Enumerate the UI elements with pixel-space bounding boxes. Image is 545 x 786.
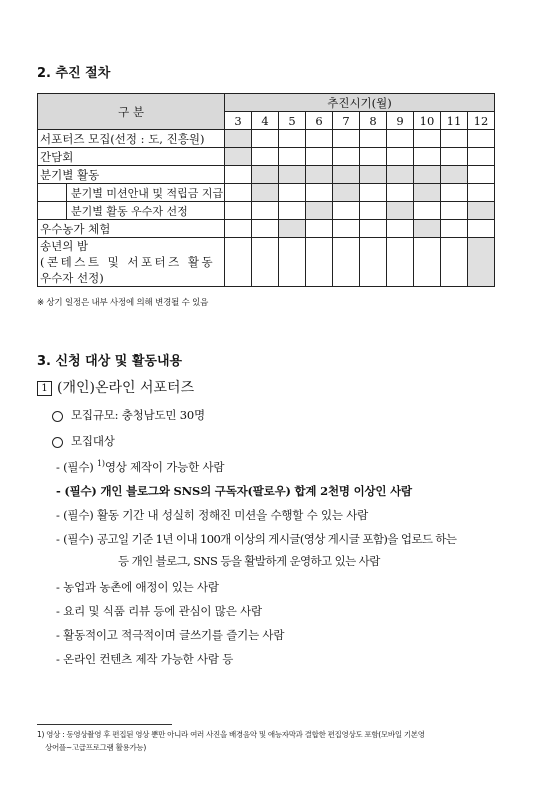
schedule-cell <box>387 238 414 287</box>
row-label: 간담회 <box>38 148 225 166</box>
category-header: 구 분 <box>38 94 225 130</box>
schedule-cell <box>387 130 414 148</box>
item-prefix: - (필수) <box>56 532 97 546</box>
item-text: 활동 기간 내 성실히 정해진 미션을 수행할 수 있는 사람 <box>97 508 369 522</box>
schedule-cell <box>414 202 441 220</box>
indent-cell <box>38 202 67 220</box>
schedule-cell-active <box>387 166 414 184</box>
schedule-cell-active <box>414 166 441 184</box>
target-item <box>56 603 262 619</box>
schedule-table <box>37 93 495 287</box>
circle-bullet-icon <box>52 437 63 448</box>
schedule-cell <box>306 148 333 166</box>
schedule-cell-active <box>279 220 306 238</box>
schedule-cell <box>441 238 468 287</box>
target-item <box>118 553 380 569</box>
row-label: 우수농가 체험 <box>38 220 225 238</box>
schedule-cell <box>252 130 279 148</box>
schedule-cell-active <box>306 166 333 184</box>
schedule-cell <box>387 184 414 202</box>
schedule-cell <box>360 220 387 238</box>
schedule-cell <box>441 202 468 220</box>
schedule-cell <box>279 148 306 166</box>
footnote-line-1: 1) 영상 : 동영상촬영 후 편집된 영상 뿐만 아니라 여러 사진을 배경음악 및 애능자막과 결합한 편집영상도 포함(모바일 기본영 <box>37 730 425 739</box>
schedule-cell <box>468 130 495 148</box>
month-header-8: 8 <box>360 112 387 130</box>
row-label-line: 우수자 선정) <box>40 271 104 285</box>
schedule-cell <box>225 184 252 202</box>
schedule-cell <box>387 148 414 166</box>
schedule-cell <box>333 130 360 148</box>
schedule-cell <box>468 220 495 238</box>
month-header-9: 9 <box>387 112 414 130</box>
period-header: 추진시기(월) <box>225 94 495 112</box>
schedule-cell <box>387 220 414 238</box>
schedule-cell-active <box>333 184 360 202</box>
schedule-cell <box>468 166 495 184</box>
schedule-cell <box>414 148 441 166</box>
item-prefix: - <box>56 604 64 618</box>
month-header-12: 12 <box>468 112 495 130</box>
circle-bullet-icon <box>52 411 63 422</box>
table-row <box>38 220 495 238</box>
item-text: 공고일 기준 1년 이내 100개 이상의 게시글(영상 게시글 포함)을 업로드 하는 <box>97 532 457 546</box>
schedule-cell-active <box>360 166 387 184</box>
schedule-cell <box>225 202 252 220</box>
section-3-title: 3. 신청 대상 및 활동내용 <box>37 354 183 369</box>
schedule-cell <box>252 202 279 220</box>
schedule-cell <box>306 130 333 148</box>
schedule-cell <box>441 184 468 202</box>
month-header-11: 11 <box>441 112 468 130</box>
schedule-cell-active <box>306 202 333 220</box>
schedule-cell-active <box>414 184 441 202</box>
row-label: 서포터즈 모집(선정 : 도, 진흥원) <box>38 130 225 148</box>
target-item <box>56 579 219 595</box>
item-prefix: - <box>56 628 64 642</box>
month-header-4: 4 <box>252 112 279 130</box>
target-item <box>56 531 456 547</box>
schedule-cell <box>306 184 333 202</box>
item-text: 개인 블로그와 SNS의 구독자(팔로우) 합계 2천명 이상인 사람 <box>100 484 412 498</box>
row-label-line: (콘테스트 및 서포터즈 활동 <box>40 255 216 269</box>
schedule-cell <box>360 184 387 202</box>
target-item <box>56 483 412 499</box>
item-prefix: - (필수) <box>56 508 97 522</box>
row-label: 분기별 미션안내 및 적립금 지급 <box>67 184 225 202</box>
schedule-cell-active <box>441 166 468 184</box>
row-label-line: 송년의 밤 <box>40 239 89 253</box>
item-text: 영상 제작이 가능한 사람 <box>104 460 225 474</box>
schedule-note: ※ 상기 일정은 내부 사정에 의해 변경될 수 있음 <box>37 298 209 308</box>
schedule-cell-active <box>225 148 252 166</box>
item-text: 등 개인 블로그, SNS 등을 활발하게 운영하고 있는 사람 <box>118 554 380 568</box>
schedule-cell <box>279 238 306 287</box>
schedule-cell <box>441 148 468 166</box>
footnote <box>37 728 527 754</box>
schedule-cell <box>414 238 441 287</box>
row-label: 분기별 활동 우수자 선정 <box>67 202 225 220</box>
item-text: 농업과 농촌에 애정이 있는 사람 <box>63 580 219 594</box>
indent-cell <box>38 184 67 202</box>
table-row <box>38 238 495 287</box>
recruit-size: 모집규모: 충청남도민 30명 <box>71 408 205 422</box>
target-item <box>56 507 368 523</box>
schedule-cell <box>360 130 387 148</box>
schedule-cell <box>360 148 387 166</box>
schedule-cell <box>468 184 495 202</box>
schedule-cell <box>414 130 441 148</box>
item-text: 활동적이고 적극적이며 글쓰기를 즐기는 사람 <box>63 628 285 642</box>
recruit-target-line <box>52 433 115 449</box>
schedule-cell-active <box>468 238 495 287</box>
schedule-cell <box>252 238 279 287</box>
target-item <box>56 651 233 667</box>
schedule-cell <box>252 148 279 166</box>
item-prefix: - (필수) <box>56 484 101 498</box>
schedule-cell <box>333 238 360 287</box>
subsection-title-row <box>37 377 194 397</box>
month-header-3: 3 <box>225 112 252 130</box>
schedule-cell-active <box>279 166 306 184</box>
schedule-cell-active <box>333 166 360 184</box>
schedule-cell <box>225 220 252 238</box>
schedule-cell <box>333 148 360 166</box>
table-row <box>38 202 495 220</box>
schedule-cell <box>306 220 333 238</box>
recruit-size-line <box>52 407 205 423</box>
item-text: 요리 및 식품 리뷰 등에 관심이 많은 사람 <box>63 604 262 618</box>
row-label: 분기별 활동 <box>38 166 225 184</box>
row-label <box>38 238 225 287</box>
recruit-target-label: 모집대상 <box>71 434 115 448</box>
schedule-cell <box>468 148 495 166</box>
schedule-cell-active <box>468 202 495 220</box>
schedule-cell <box>360 238 387 287</box>
schedule-cell-active <box>414 220 441 238</box>
schedule-cell <box>333 202 360 220</box>
table-row <box>38 166 495 184</box>
schedule-cell <box>279 184 306 202</box>
schedule-cell <box>306 238 333 287</box>
schedule-cell <box>252 220 279 238</box>
schedule-cell <box>441 130 468 148</box>
table-row <box>38 130 495 148</box>
item-text: 온라인 컨텐츠 제작 가능한 사람 등 <box>63 652 234 666</box>
schedule-cell-active <box>225 130 252 148</box>
month-header-5: 5 <box>279 112 306 130</box>
item-prefix: - (필수) <box>56 460 97 474</box>
table-row <box>38 184 495 202</box>
subsection-title: (개인)온라인 서포터즈 <box>57 380 195 396</box>
table-header-row <box>38 94 495 112</box>
schedule-cell <box>279 130 306 148</box>
item-prefix: - <box>56 652 64 666</box>
schedule-cell <box>225 166 252 184</box>
month-header-10: 10 <box>414 112 441 130</box>
section-2-title: 2. 추진 절차 <box>37 66 111 81</box>
schedule-cell <box>360 202 387 220</box>
month-header-7: 7 <box>333 112 360 130</box>
target-item <box>56 627 284 643</box>
month-header-6: 6 <box>306 112 333 130</box>
schedule-cell-active <box>252 166 279 184</box>
item-prefix: - <box>56 580 64 594</box>
schedule-cell <box>279 202 306 220</box>
subsection-number-box: 1 <box>37 381 52 396</box>
footnote-divider <box>37 724 172 725</box>
footnote-ref: 1) <box>97 459 105 469</box>
target-item <box>56 459 224 475</box>
schedule-cell <box>441 220 468 238</box>
schedule-cell-active <box>387 202 414 220</box>
schedule-cell <box>225 238 252 287</box>
schedule-cell <box>333 220 360 238</box>
schedule-cell-active <box>252 184 279 202</box>
footnote-line-2: 상어플~고급프로그램 활용가능) <box>45 743 146 752</box>
table-row <box>38 148 495 166</box>
